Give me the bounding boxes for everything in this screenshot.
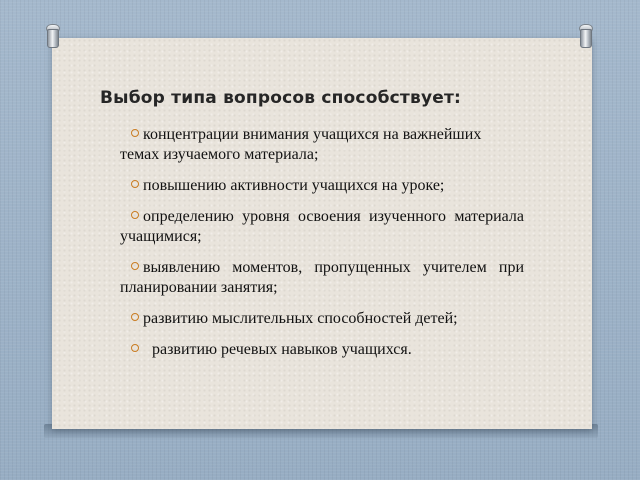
list-item — [120, 176, 524, 196]
list-item — [120, 258, 524, 298]
pushpin-icon-left — [44, 24, 60, 48]
list-item-text: определению уровня освоения изученного материала учащимися; — [120, 208, 524, 245]
list-item-text: повышению активности учащихся на уроке; — [143, 177, 445, 194]
circle-bullet-icon — [131, 180, 139, 188]
list-item — [120, 340, 524, 360]
circle-bullet-icon — [131, 129, 139, 137]
circle-bullet-icon — [131, 344, 139, 352]
list-item-text: развитию мыслительных способностей детей; — [143, 310, 458, 327]
list-item-text: выявлению моментов, пропущенных учителем при планировании занятия; — [120, 259, 524, 296]
circle-bullet-icon — [131, 313, 139, 321]
pushpin-body — [47, 29, 59, 48]
list-item-text: развитию речевых навыков учащихся. — [152, 341, 412, 358]
list-item — [120, 125, 524, 165]
list-item-text: концентрации внимания учащихся на важнейших темах изучаемого материала; — [120, 126, 482, 163]
pushpin-icon-right — [577, 24, 593, 48]
circle-bullet-icon — [131, 262, 139, 270]
circle-bullet-icon — [131, 211, 139, 219]
list-item — [120, 207, 524, 247]
list-item — [120, 309, 524, 329]
slide-title: Выбор типа вопросов способствует: — [100, 88, 462, 108]
bullet-list — [120, 125, 524, 371]
pushpin-body — [580, 29, 592, 48]
